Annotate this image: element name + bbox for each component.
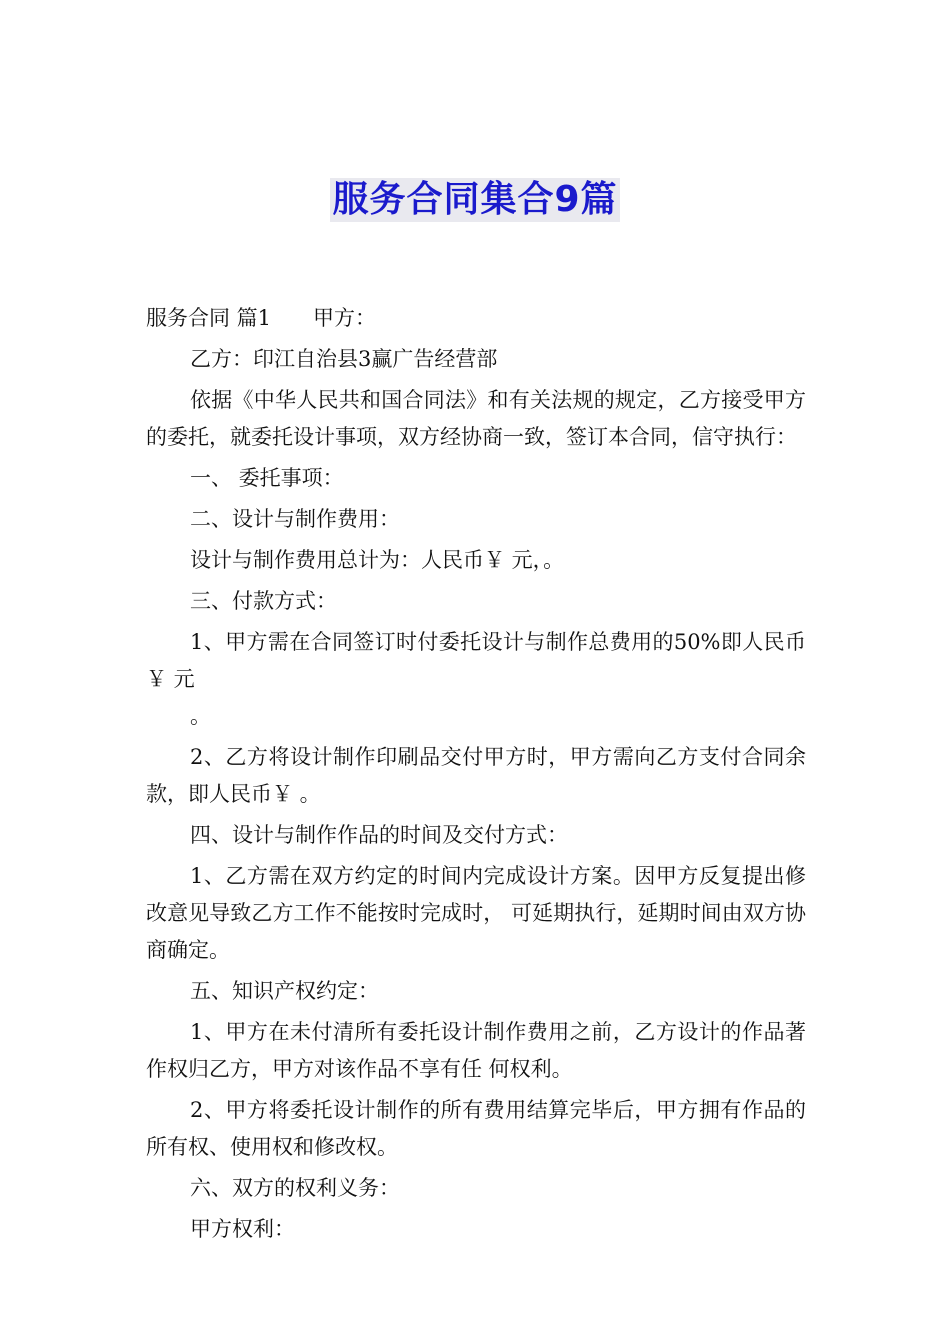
section-heading-line xyxy=(146,300,806,337)
paragraph: 四、设计与制作作品的时间及交付方式： xyxy=(190,823,568,847)
paragraph: 甲方权利： xyxy=(190,1217,295,1241)
paragraph: 1、乙方需在双方约定的时间内完成设计方案。因甲方反复提出修改意见导致乙方工作不能按时完成时， 可延期执行，延期时间由双方协商确定。 xyxy=(146,864,806,962)
paragraph: 三、付款方式： xyxy=(190,589,337,613)
paragraph: 二、设计与制作费用： xyxy=(190,507,400,531)
party-a-label: 甲方： xyxy=(313,306,377,330)
paragraph: 一、 委托事项： xyxy=(190,466,344,490)
paragraph: 2、乙方将设计制作印刷品交付甲方时，甲方需向乙方支付合同余款，即人民币￥ 。 xyxy=(146,745,806,806)
paragraph: 六、双方的权利义务： xyxy=(190,1176,400,1200)
paragraph: 五、知识产权约定： xyxy=(190,979,379,1003)
paragraph: 设计与制作费用总计为：人民币￥ 元，。 xyxy=(190,548,565,572)
document-title: 服务合同集合9篇 xyxy=(332,179,618,220)
paragraph: 1、甲方需在合同签订时付委托设计与制作总费用的50%即人民币 ￥ 元 xyxy=(146,630,806,691)
paragraph: 依据《中华人民共和国合同法》和有关法规的规定，乙方接受甲方的委托，就委托设计事项，双方经协商一致，签订本合同，信守执行： xyxy=(146,388,806,449)
document-body xyxy=(146,300,806,1252)
paragraph: 。 xyxy=(190,704,211,728)
paragraph: 2、甲方将委托设计制作的所有费用结算完毕后，甲方拥有作品的所有权、使用权和修改权。 xyxy=(146,1098,806,1159)
title-container xyxy=(0,178,950,222)
paragraph: 乙方：印江自治县3赢广告经营部 xyxy=(190,347,498,371)
paragraph: 1、甲方在未付清所有委托设计制作费用之前，乙方设计的作品著作权归乙方，甲方对该作品不享有任 何权利。 xyxy=(146,1020,806,1081)
section-title: 服务合同 篇1 xyxy=(146,306,272,330)
